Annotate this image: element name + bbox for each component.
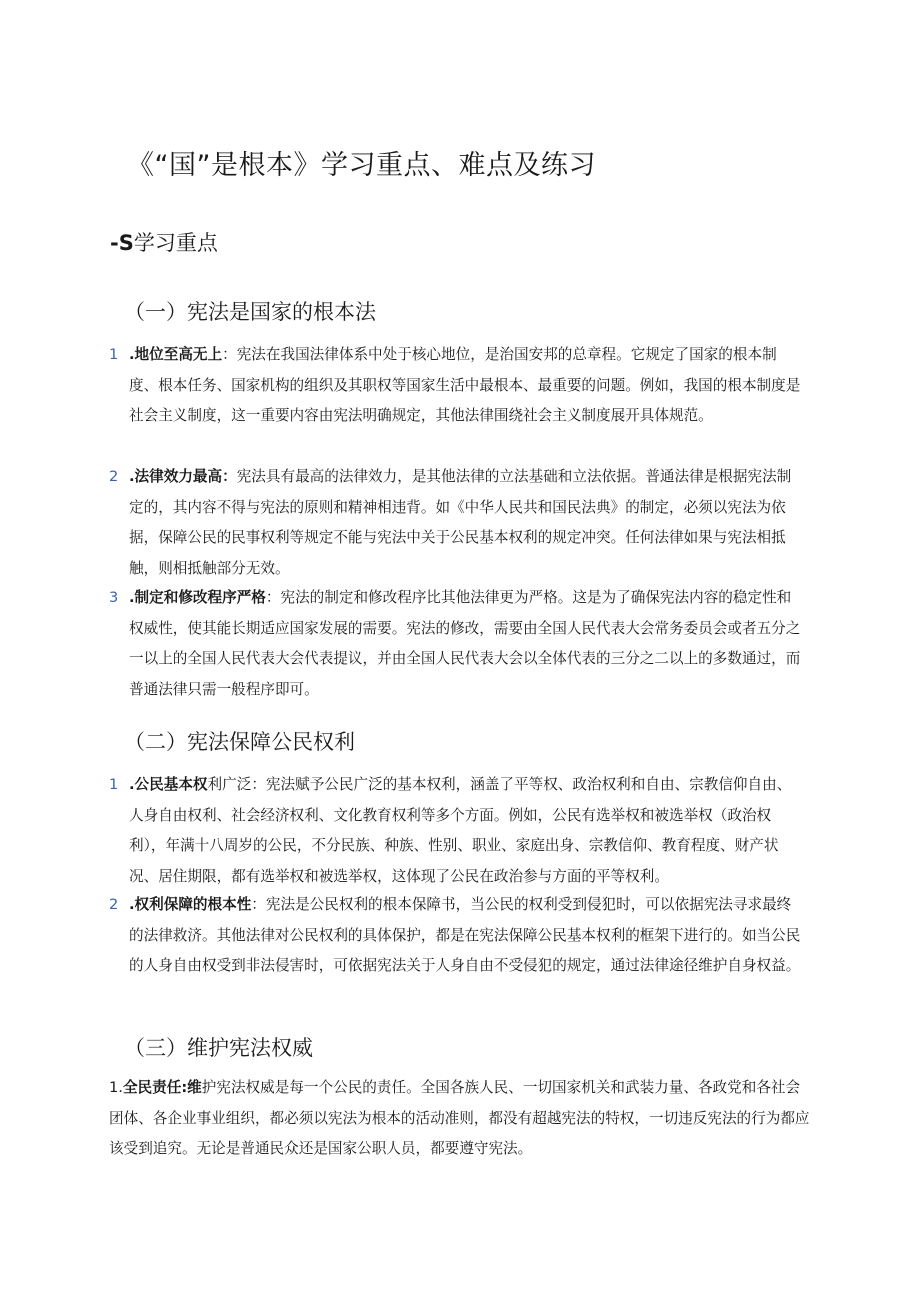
item-lead: 全民责任:维 [122, 1079, 202, 1096]
item-text: 宪法具有最高的法律效力，是其他法律的立法基础和立法依据。普通法律是根据宪法制定的，其内容不得与宪法的原则和精神相违背。如《中华人民共和国民法典》的制定，必须以宪法为依据，保障公民的民事权利等规定不能与宪法中关于公民基本权利的规定冲突。任何法律如果与宪法相抵触，则相抵触部分无效。 [129, 468, 792, 577]
item-lead: .地位至高无上 [129, 346, 223, 363]
list-item [109, 1073, 812, 1165]
item-text: 护宪法权威是每一个公民的责任。全国各族人民、一切国家机关和武装力量、各政党和各社会团体、各企业事业组织，都必须以宪法为根本的活动准则，都没有超越宪法的特权，一切违反宪法的行为都应该受到追究。无论是普通民众还是国家公职人员，都要遵守宪法。 [109, 1079, 810, 1157]
section-prefix: -S [110, 231, 134, 255]
item-number: 3 [109, 589, 119, 606]
document-title: 《“国”是根本》学习重点、难点及练习 [127, 150, 596, 181]
item-body [129, 583, 805, 705]
item-number: 2 [109, 468, 119, 485]
item-text: ：宪法赋予公民广泛的基本权利，涵盖了平等权、政治权利和自由、宗教信仰自由、人身自由权利、社会经济权利、文化教育权利等多个方面。例如，公民有选举权和被选举权（政治权利），年满十八周岁的公民，不分民族、种族、性别、职业、家庭出身、宗教信仰、教育程度、财产状况、居住期限，都有选举权和被选举权，这体现了公民在政治参与方面的平等权利。 [129, 776, 792, 885]
section-heading [110, 227, 218, 259]
item-lead: .权利保障的根本性 [129, 896, 252, 913]
subsection-heading: （一）宪法是国家的根本法 [124, 300, 376, 324]
item-lead-tail: 利广泛 [207, 776, 252, 793]
item-body [129, 770, 805, 892]
item-body [129, 462, 805, 584]
item-body [129, 340, 805, 432]
item-lead: .公民基本权 [129, 776, 208, 793]
item-number: 1. [109, 1079, 123, 1096]
item-body [129, 890, 805, 982]
section-label: 学习重点 [133, 231, 218, 255]
item-lead: .制定和修改程序严格 [129, 589, 266, 606]
item-text: ：宪法在我国法律体系中处于核心地位，是治国安邦的总章程。它规定了国家的根本制度、根本任务、国家机构的组织及其职权等国家生活中最根本、最重要的问题。例如，我国的根本制度是社会主义制度，这一重要内容由宪法明确规定，其他法律围绕社会主义制度展开具体规范。 [129, 346, 801, 424]
item-lead: .法律效力最高： [129, 468, 237, 485]
item-text: ：宪法的制定和修改程序比其他法律更为严格。这是为了确保宪法内容的稳定性和权威性，使其能长期适应国家发展的需要。宪法的修改，需要由全国人民代表大会常务委员会或者五分之一以上的全国人民代表大会代表提议，并由全国人民代表大会以全体代表的三分之二以上的多数通过，而普通法律只需一般程序即可。 [129, 589, 801, 698]
item-text: ：宪法是公民权利的根本保障书，当公民的权利受到侵犯时，可以依据宪法寻求最终的法律救济。其他法律对公民权利的具体保护，都是在宪法保障公民基本权利的框架下进行的。如当公民的人身自由权受到非法侵害时，可依据宪法关于人身自由不受侵犯的规定，通过法律途径维护自身权益。 [129, 896, 801, 974]
subsection-heading: （三）维护宪法权威 [124, 1036, 313, 1060]
item-number: 1 [109, 776, 119, 793]
item-number: 2 [109, 896, 119, 913]
item-number: 1 [109, 346, 119, 363]
subsection-heading: （二）宪法保障公民权利 [124, 730, 355, 754]
